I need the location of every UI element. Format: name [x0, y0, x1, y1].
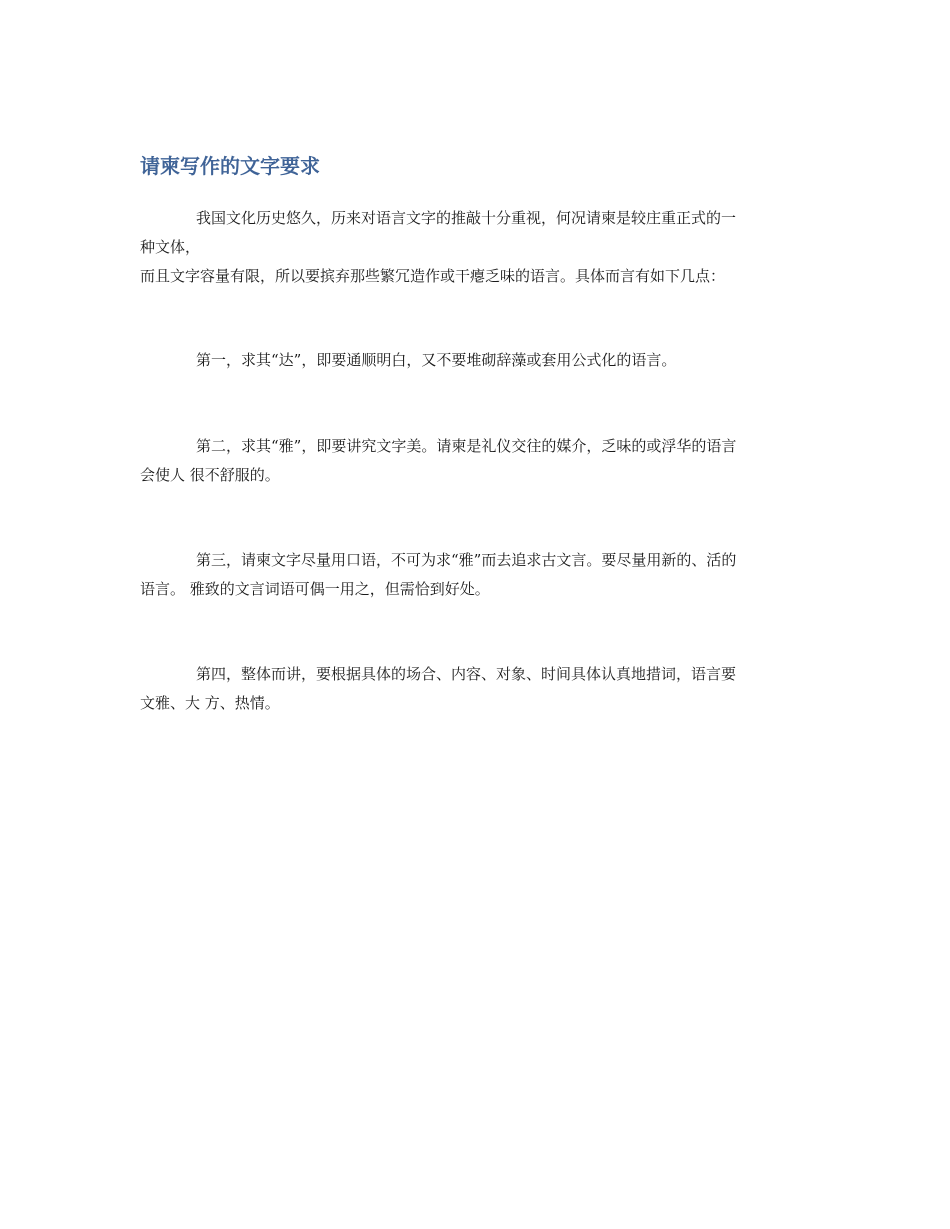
point-paragraph-3 [140, 546, 812, 604]
point-paragraph-4 [140, 660, 812, 718]
point-line: 语言。 雅致的文言词语可偶一用之，但需恰到好处。 [140, 580, 490, 598]
point-line: 第三，请柬文字尽量用口语，不可为求“雅”而去追求古文言。要尽量用新的、活的 [196, 551, 737, 569]
point-line: 第四，整体而讲，要根据具体的场合、内容、对象、时间具体认真地措词，语言要 [196, 665, 737, 683]
point-line: 文雅、大 方、热情。 [140, 694, 280, 712]
document-title: 请柬写作的文字要求 [140, 154, 320, 178]
point-line: 第一，求其“达”，即要通顺明白，又不要堆砌辞藻或套用公式化的语言。 [196, 351, 677, 369]
intro-line: 我国文化历史悠久，历来对语言文字的推敲十分重视，何况请柬是较庄重正式的一 [196, 209, 737, 227]
intro-paragraph [140, 204, 812, 291]
point-paragraph-2 [140, 432, 812, 490]
point-line: 第二，求其“雅”，即要讲究文字美。请柬是礼仪交往的媒介，乏味的或浮华的语言 [196, 437, 737, 455]
point-line: 会使人 很不舒服的。 [140, 466, 280, 484]
intro-line: 种文体， [140, 238, 201, 256]
point-paragraph-1 [140, 346, 812, 375]
intro-line: 而且文字容量有限，所以要摈弃那些繁冗造作或干瘪乏味的语言。具体而言有如下几点： [140, 267, 726, 285]
